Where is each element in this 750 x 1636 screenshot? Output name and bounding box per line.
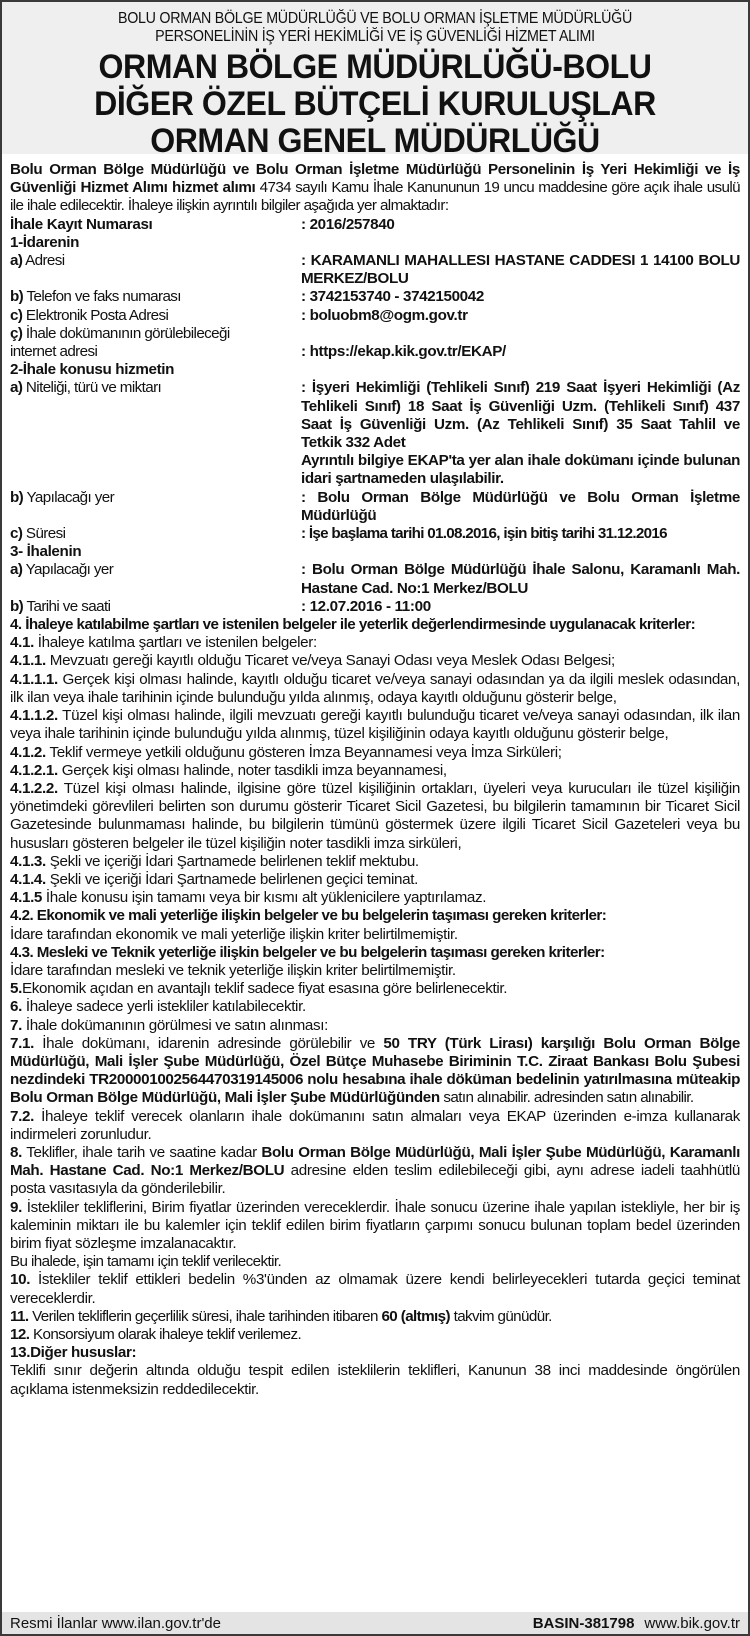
row-key: b) xyxy=(10,597,24,615)
clause-item xyxy=(10,616,740,634)
announcement-header xyxy=(2,2,748,160)
section-1-row-email xyxy=(10,307,740,325)
section-1-row-website xyxy=(10,325,740,361)
row-label: Niteliği, türü ve miktarı xyxy=(22,379,162,397)
clause-number: 4.1.2. xyxy=(10,743,46,761)
header-subtitle-line-2: PERSONELİNİN İŞ YERİ HEKİMLİĞİ VE İŞ GÜVENLİĞİ HİZMET ALIMI xyxy=(155,28,595,45)
clause-13-text: Teklifi sınır değerin altında olduğu tespit edilen isteklilerin teklifleri, Kanunun 38 inci maddesinde öngörülen açıklama istenmeksizin reddedilecektir. xyxy=(10,1362,740,1398)
clause-9-note: Bu ihalede, işin tamamı için teklif verilecektir. xyxy=(10,1253,282,1271)
clause-text: İhaleye katılma şartları ve istenilen belgeler: xyxy=(33,634,317,652)
clause-text: İhale dokümanının görülmesi ve satın alınması: xyxy=(21,1016,329,1034)
registration-number-row xyxy=(10,216,740,234)
clause-13-heading: 13.Diğer hususlar: xyxy=(10,1344,137,1362)
email-link[interactable]: : boluobm8@ogm.gov.tr xyxy=(301,306,468,324)
clause-number: 4. İhaleye katılabilme şartları ve istenilen belgeler ile yeterlik değerlendirmesinde uygulanacak kriterler: xyxy=(10,616,696,634)
clause-text: Gerçek kişi olması halinde, kayıtlı olduğu ticaret ve/veya sanayi odasından ya da ilgili meslek odasından, ilk ilan veya ihale tarihinin içinde bulunduğu yılda alınmış, odaya kayıtlı olduğunu gösterir belge, xyxy=(10,670,740,706)
row-value: : İşyeri Hekimliği (Tehlikeli Sınıf) 219 Saat İşyeri Hekimliği (Az Tehlikeli Sınıf) 18 Saat İş Güvenliği Uzm. (Tehlikeli Sınıf) 437 Saat İş Güvenliği Uzm. (Az Tehlikeli Sınıf) 35 Saat Tahlil ve Tetkik 332 Adet xyxy=(301,379,740,452)
clause-9 xyxy=(10,1199,740,1254)
row-key: a) xyxy=(10,561,23,579)
row-label: Elektronik Posta Adresi xyxy=(22,306,169,324)
row-value: : 12.07.2016 - 11:00 xyxy=(301,597,431,615)
clause-text: takvim günüdür. xyxy=(449,1307,552,1325)
section-2-row-duration xyxy=(10,525,740,543)
clause-text: Verilen tekliflerin geçerlilik süresi, ihale tarihinden itibaren xyxy=(28,1307,382,1325)
header-title-line-3: ORMAN GENEL MÜDÜRLÜĞÜ xyxy=(150,122,600,160)
clause-number: 4.1.1.1. xyxy=(10,670,58,688)
row-value: : KARAMANLI MAHALLESI HASTANE CADDESI 1 14100 BOLU MERKEZ/BOLU xyxy=(301,252,740,288)
clause-item xyxy=(10,889,740,907)
row-label: İhale dokümanının görülebileceği internet adresi xyxy=(10,324,230,361)
footer-right xyxy=(533,1615,740,1632)
clause-text: Konsorsiyum olarak ihaleye teklif verilemez. xyxy=(29,1326,302,1343)
clause-item xyxy=(10,998,740,1016)
clause-item xyxy=(10,962,740,980)
registration-number-value: : 2016/257840 xyxy=(301,215,395,233)
clause-text: Teklifler, ihale tarih ve saatine kadar xyxy=(21,1143,262,1161)
row-value-note: Ayrıntılı bilgiye EKAP'ta yer alan ihale dokümanı içinde bulunan idari şartnameden ulaşılabilir. xyxy=(301,452,740,488)
clause-text: Tüzel kişi olması halinde, ilgisine göre tüzel kişiliğinin ortakları, üyeleri veya kurucuları ile tüzel kişiliğin yönetimdeki görevlileri belirten son durumu gösterir Ticaret Sicil Gazetesi, bu bilgilerin tamamının bir Ticaret Sicil Gazetesinde bulunmaması halinde, bu bilgilerin tümünü göstermek üzere ilgili Ticaret Sicil Gazeteleri veya bu hususları gösteren belgeler ile tüzel kişiliğin noter tasdikli imza sirküleri, xyxy=(10,779,740,852)
clause-text: İhale dokümanı, idarenin adresinde görülebilir ve xyxy=(33,1034,384,1052)
clause-text: İstekliler teklif ettikleri bedelin %3'ünden az olmamak üzere kendi belirleyecekleri tutarda geçici teminat vereceklerdir. xyxy=(10,1271,740,1307)
row-label: Tarihi ve saati xyxy=(23,597,111,615)
clause-item xyxy=(10,780,740,853)
clause-number: 4.1.4. xyxy=(10,870,46,888)
clause-number: 12. xyxy=(10,1326,30,1343)
clause-number: 5. xyxy=(10,980,22,998)
clause-text: Gerçek kişi olması halinde, noter tasdikli imza beyannamesi, xyxy=(57,761,447,779)
clause-number: 10. xyxy=(10,1271,31,1289)
clause-text: Mevzuatı gereği kayıtlı olduğu Ticaret ve/veya Sanayi Odası veya Meslek Odası Belgesi; xyxy=(45,652,615,670)
clause-number: 4.1.5 xyxy=(10,889,43,907)
row-value: : Bolu Orman Bölge Müdürlüğü İhale Salonu, Karamanlı Mah. Hastane Cad. No:1 Merkez/BOLU xyxy=(301,561,740,597)
clause-item xyxy=(10,652,740,670)
clause-number: 7.1. xyxy=(10,1034,34,1052)
section-2-row-place xyxy=(10,489,740,525)
header-title-line-1: ORMAN BÖLGE MÜDÜRLÜĞÜ-BOLU xyxy=(98,48,652,86)
footer-official-ads-link[interactable]: Resmi İlanlar www.ilan.gov.tr'de xyxy=(10,1614,221,1632)
row-value: : 3742153740 - 3742150042 xyxy=(301,288,484,306)
header-subtitle-line-1: BOLU ORMAN BÖLGE MÜDÜRLÜĞÜ VE BOLU ORMAN İŞLETME MÜDÜRLÜĞÜ xyxy=(117,10,633,27)
clause-text: İhaleye sadece yerli istekliler katılabilecektir. xyxy=(21,998,306,1016)
clause-item xyxy=(10,853,740,871)
clause-text: İstekliler tekliflerini, Birim fiyatlar üzerinden vereceklerdir. İhale sonucu üzerine ihale yapılan istekliyle, her bir iş kaleminin miktarı ile bu kalemler için teklif edilen birim fiyatların çarpımı sonucu bulunan toplam bedel üzerinden birim fiyat sözleşme imzalanacaktır. xyxy=(10,1198,740,1252)
clause-number: 4.1.3. xyxy=(10,852,46,870)
clause-text: Teklif vermeye yetkili olduğunu gösteren İmza Beyannamesi veya İmza Sirküleri; xyxy=(45,743,562,761)
clause-number: 4.3. Mesleki ve Teknik yeterliğe ilişkin belgeler ve bu belgelerin taşıması gereken kriterler: xyxy=(10,943,605,961)
clause-text: Şekli ve içeriği İdari Şartnamede belirlenen geçici teminat. xyxy=(45,870,418,888)
row-label: Adresi xyxy=(22,252,65,270)
row-key: b) xyxy=(10,288,24,306)
section-3-row-place xyxy=(10,561,740,597)
row-label: Telefon ve faks numarası xyxy=(23,288,181,306)
clause-bold-text: Bolu Orman Bölge Müdürlüğü, Mali İşler Şube Müdürlüğü, Karamanlı Mah. Hastane Cad. No:1 Merkez/BOLU xyxy=(10,1143,740,1180)
announcement-footer xyxy=(2,1612,748,1634)
row-label: Yapılacağı yer xyxy=(22,561,114,579)
section-2-heading: 2-İhale konusu hizmetin xyxy=(10,361,175,379)
clause-item xyxy=(10,634,740,652)
clause-text: İdare tarafından mesleki ve teknik yeterliğe ilişkin kriter belirtilmemiştir. xyxy=(10,961,456,979)
clause-number: 8. xyxy=(10,1143,22,1161)
row-key: b) xyxy=(10,488,24,506)
clause-number: 4.2. Ekonomik ve mali yeterliğe ilişkin belgeler ve bu belgelerin taşıması gereken kriterler: xyxy=(10,907,607,925)
announcement-body xyxy=(2,154,748,1399)
clause-text: İdare tarafından ekonomik ve mali yeterliğe ilişkin kriter belirtilmemiştir. xyxy=(10,925,458,943)
clause-number: 9. xyxy=(10,1198,22,1216)
clause-item xyxy=(10,944,740,962)
clause-text: Tüzel kişi olması halinde, ilgili mevzuatı gereği kayıtlı bulunduğu ticaret ve/veya sanayi odasından, ilk ilan veya ihale tarihinin içinde bulunduğu yılda alınmış, tüzel kişiliğinin odaya kayıtlı olduğunu gösterir belge, xyxy=(10,707,740,743)
registration-number-label: İhale Kayıt Numarası xyxy=(10,215,153,233)
row-value: : İşe başlama tarihi 01.08.2016, işin bitiş tarihi 31.12.2016 xyxy=(301,525,667,543)
clause-item xyxy=(10,1017,740,1035)
section-1-row-address xyxy=(10,252,740,288)
clause-number: 7. xyxy=(10,1016,22,1034)
clause-item xyxy=(10,907,740,925)
section-1-row-phone xyxy=(10,288,740,306)
row-key: c) xyxy=(10,525,23,543)
clause-number: 4.1.1. xyxy=(10,652,46,670)
clause-11 xyxy=(10,1308,740,1326)
clause-item xyxy=(10,671,740,707)
row-label: Yapılacağı yer xyxy=(23,488,115,506)
clause-number: 4.1.1.2. xyxy=(10,707,58,725)
footer-bik-link[interactable]: www.bik.gov.tr xyxy=(644,1614,740,1632)
intro-text: 4734 sayılı Kamu İhale Kanununun 19 uncu maddesine göre açık ihale usulü ile ihale edilecektir. İhaleye ilişkin ayrıntılı bilgiler aşağıda yer almaktadır: xyxy=(10,179,741,215)
clause-bold-text: 50 TRY (Türk Lirası) karşılığı Bolu Orman Bölge Müdürlüğü, Mali İşler Şube Müdürlüğü, Özel Bütçe Muhasebe Biriminin T.C. Ziraat Bankası Bolu Şubesi nezdindeki TR200001002564470319145006 nolu hesabına ihale döküman bedelinin yatırılmasına müteakip Bolu Orman Bölge Müdürlüğü, Mali İşler Şube Müdürlüğünden xyxy=(10,1034,740,1107)
press-code: BASIN-381798 xyxy=(532,1614,635,1632)
clause-number: 11. xyxy=(10,1307,29,1325)
clause-text: İhaleye teklif verecek olanların ihale dokümanını satın almaları veya EKAP üzerinden e-imza kullanarak indirmeleri zorunludur. xyxy=(10,1107,740,1143)
intro-paragraph xyxy=(10,161,740,216)
clause-item xyxy=(10,762,740,780)
section-2-row-nature xyxy=(10,379,740,488)
clause-text: Şekli ve içeriği İdari Şartnamede belirlenen teklif mektubu. xyxy=(45,852,419,870)
row-key: a) xyxy=(10,379,23,397)
row-key: ç) xyxy=(10,324,23,342)
clause-number: 6. xyxy=(10,998,22,1016)
header-title-line-2: DİĞER ÖZEL BÜTÇELİ KURULUŞLAR xyxy=(94,85,656,123)
clause-10 xyxy=(10,1271,740,1307)
section-3-row-date xyxy=(10,598,740,616)
section-3-heading: 3- İhalenin xyxy=(10,543,82,561)
clause-text: Ekonomik açıdan en avantajlı teklif sadece fiyat esasına göre belirlenecektir. xyxy=(21,980,508,998)
clause-bold-text: 60 (altmış) xyxy=(381,1307,450,1325)
intro-bold: Bolu Orman Bölge Müdürlüğü ve Bolu Orman İşletme Müdürlüğü Personelinin İş Yeri Hekimliği ve İş Güvenliği Hizmet Alımı hizmet alımı xyxy=(10,161,740,197)
section-1-heading: 1-İdarenin xyxy=(10,233,80,251)
clause-item xyxy=(10,871,740,889)
clause-item xyxy=(10,744,740,762)
row-key: a) xyxy=(10,252,23,270)
clause-12 xyxy=(10,1326,740,1344)
clause-8 xyxy=(10,1144,740,1199)
row-key: c) xyxy=(10,306,23,324)
clause-number: 7.2. xyxy=(10,1107,34,1125)
clause-7-1 xyxy=(10,1035,740,1108)
clause-number: 4.1. xyxy=(10,634,34,652)
clause-text: satın alınabilir. adresinden satın alınabilir. xyxy=(439,1089,694,1107)
clause-number: 4.1.2.2. xyxy=(10,779,58,797)
clause-item xyxy=(10,707,740,743)
clause-text: İhale konusu işin tamamı veya bir kısmı alt yüklenicilere yaptırılamaz. xyxy=(42,889,487,907)
clause-7-2 xyxy=(10,1108,740,1144)
website-link[interactable]: : https://ekap.kik.gov.tr/EKAP/ xyxy=(301,343,506,361)
clause-number: 4.1.2.1. xyxy=(10,761,58,779)
clause-item xyxy=(10,926,740,944)
clause-text: adresine elden teslim edilebileceği gibi, aynı adrese iadeli taahhütlü posta vasıtasıyla da gönderilebilir. xyxy=(10,1162,740,1198)
clause-item xyxy=(10,980,740,998)
row-label: Süresi xyxy=(22,525,66,543)
clauses-list xyxy=(10,616,740,1035)
row-value: : Bolu Orman Bölge Müdürlüğü ve Bolu Orman İşletme Müdürlüğü xyxy=(301,488,740,524)
